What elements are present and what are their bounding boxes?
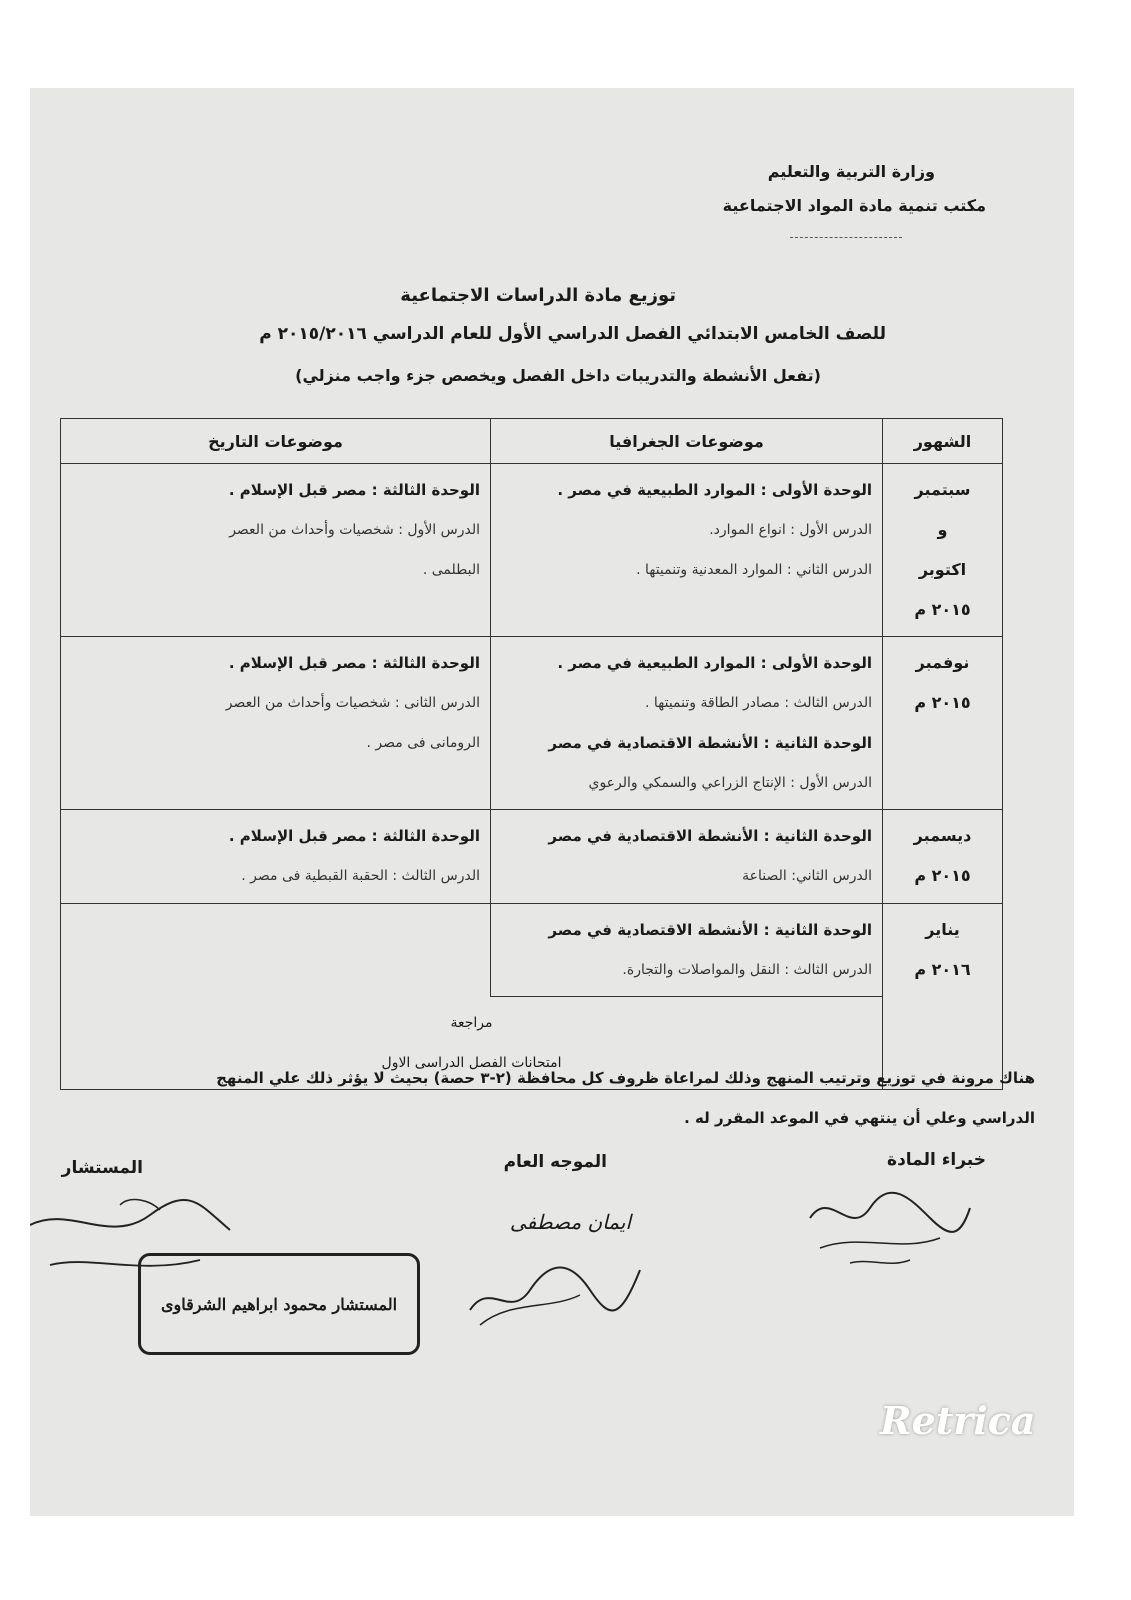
table-row	[61, 810, 1003, 904]
retrica-watermark: Retrica	[880, 1398, 1036, 1443]
lesson-line: الدرس الأول : انواع الموارد.	[709, 522, 872, 538]
month-label: سبتمبر	[914, 480, 971, 499]
unit-line: الوحدة الثالثة : مصر قبل الإسلام .	[228, 654, 480, 672]
month-cell	[883, 810, 1003, 904]
month-year: ٢٠١٥ م	[914, 693, 971, 712]
document-subtitle: للصف الخامس الابتدائي الفصل الدراسي الأول للعام الدراسي ٢٠١٥/٢٠١٦ م	[259, 324, 886, 344]
month-label: و	[937, 520, 948, 539]
month-year: ٢٠١٥ م	[914, 866, 971, 885]
header-months: الشهور	[883, 419, 1003, 464]
document-title: توزيع مادة الدراسات الاجتماعية	[400, 285, 676, 306]
month-label: ديسمبر	[913, 826, 972, 845]
flexibility-note: هناك مرونة في توزيع وترتيب المنهج وذلك لمراعاة ظروف كل محافظة (٢-٣ حصة) بحيث لا يؤثر ذلك علي المنهج	[216, 1069, 1035, 1087]
lesson-line: الدرس الأول : شخصيات وأحداث من العصر	[229, 522, 480, 538]
experts-signature-title: خبراء المادة	[887, 1150, 986, 1170]
lesson-line: الرومانى فى مصر .	[366, 735, 480, 751]
unit-line: الوحدة الثانية : الأنشطة الاقتصادية في مصر	[548, 827, 872, 845]
unit-line: الوحدة الثانية : الأنشطة الاقتصادية في مصر	[548, 921, 872, 939]
unit-line: الوحدة الثانية : الأنشطة الاقتصادية في مصر	[548, 734, 872, 752]
history-cell	[61, 464, 491, 637]
ministry-name: وزارة التربية والتعليم	[767, 162, 935, 181]
lesson-line: الدرس الثالث : النقل والمواصلات والتجارة.	[622, 962, 872, 978]
geography-cell	[491, 464, 883, 637]
lesson-line: الدرس الثاني: الصناعة	[742, 868, 872, 884]
month-label: نوفمبر	[915, 653, 970, 672]
lesson-line: الدرس الثالث : الحقبة القبطية فى مصر .	[241, 868, 480, 884]
supervisor-signature-scribble	[460, 1240, 650, 1330]
review-label: مراجعة	[450, 1015, 493, 1031]
supervisor-handwritten-name: ايمان مصطفى	[509, 1210, 631, 1234]
exams-label: امتحانات الفصل الدراسى الاول	[381, 1055, 562, 1071]
table-header-row	[61, 419, 1003, 464]
official-stamp: المستشار محمود ابراهيم الشرقاوى	[138, 1253, 420, 1355]
unit-line: الوحدة الثالثة : مصر قبل الإسلام .	[228, 827, 480, 845]
lesson-line: الدرس الثانى : شخصيات وأحداث من العصر	[225, 695, 480, 711]
unit-line: الوحدة الأولى : الموارد الطبيعية في مصر .	[557, 481, 872, 499]
geography-cell	[491, 810, 883, 904]
month-year: ٢٠١٦ م	[914, 960, 971, 979]
lesson-line: البطلمى .	[422, 562, 480, 578]
month-label: اكتوبر	[918, 560, 967, 579]
history-cell	[61, 637, 491, 810]
history-cell	[61, 810, 491, 904]
lesson-line: الدرس الثالث : مصادر الطاقة وتنميتها .	[644, 695, 872, 711]
header-history: موضوعات التاريخ	[61, 419, 491, 464]
month-label: يناير	[925, 920, 960, 939]
experts-signature-scribble	[790, 1178, 990, 1278]
header-geography: موضوعات الجغرافيا	[491, 419, 883, 464]
office-name: مكتب تنمية مادة المواد الاجتماعية	[722, 196, 986, 215]
geography-cell	[491, 904, 883, 997]
header-divider	[790, 237, 902, 238]
lesson-line: الدرس الثاني : الموارد المعدنية وتنميتها .	[636, 562, 872, 578]
table-row	[61, 464, 1003, 637]
history-cell	[61, 904, 491, 997]
advisor-signature-title: المستشار	[61, 1158, 143, 1178]
table-row	[61, 637, 1003, 810]
month-cell	[883, 464, 1003, 637]
month-cell	[883, 637, 1003, 810]
curriculum-table	[60, 418, 1003, 1090]
table-row	[61, 904, 1003, 997]
lesson-line: الدرس الأول : الإنتاج الزراعي والسمكي والرعوي	[588, 775, 872, 791]
month-year: ٢٠١٥ م	[914, 600, 971, 619]
supervisor-signature-title: الموجه العام	[503, 1152, 607, 1172]
flexibility-note-end: الدراسي وعلي أن ينتهي في الموعد المقرر له .	[684, 1109, 1035, 1127]
geography-cell	[491, 637, 883, 810]
document-note-title: (تفعل الأنشطة والتدريبات داخل الفصل ويخصص جزء واجب منزلي)	[295, 366, 821, 385]
unit-line: الوحدة الثالثة : مصر قبل الإسلام .	[228, 481, 480, 499]
unit-line: الوحدة الأولى : الموارد الطبيعية في مصر .	[557, 654, 872, 672]
